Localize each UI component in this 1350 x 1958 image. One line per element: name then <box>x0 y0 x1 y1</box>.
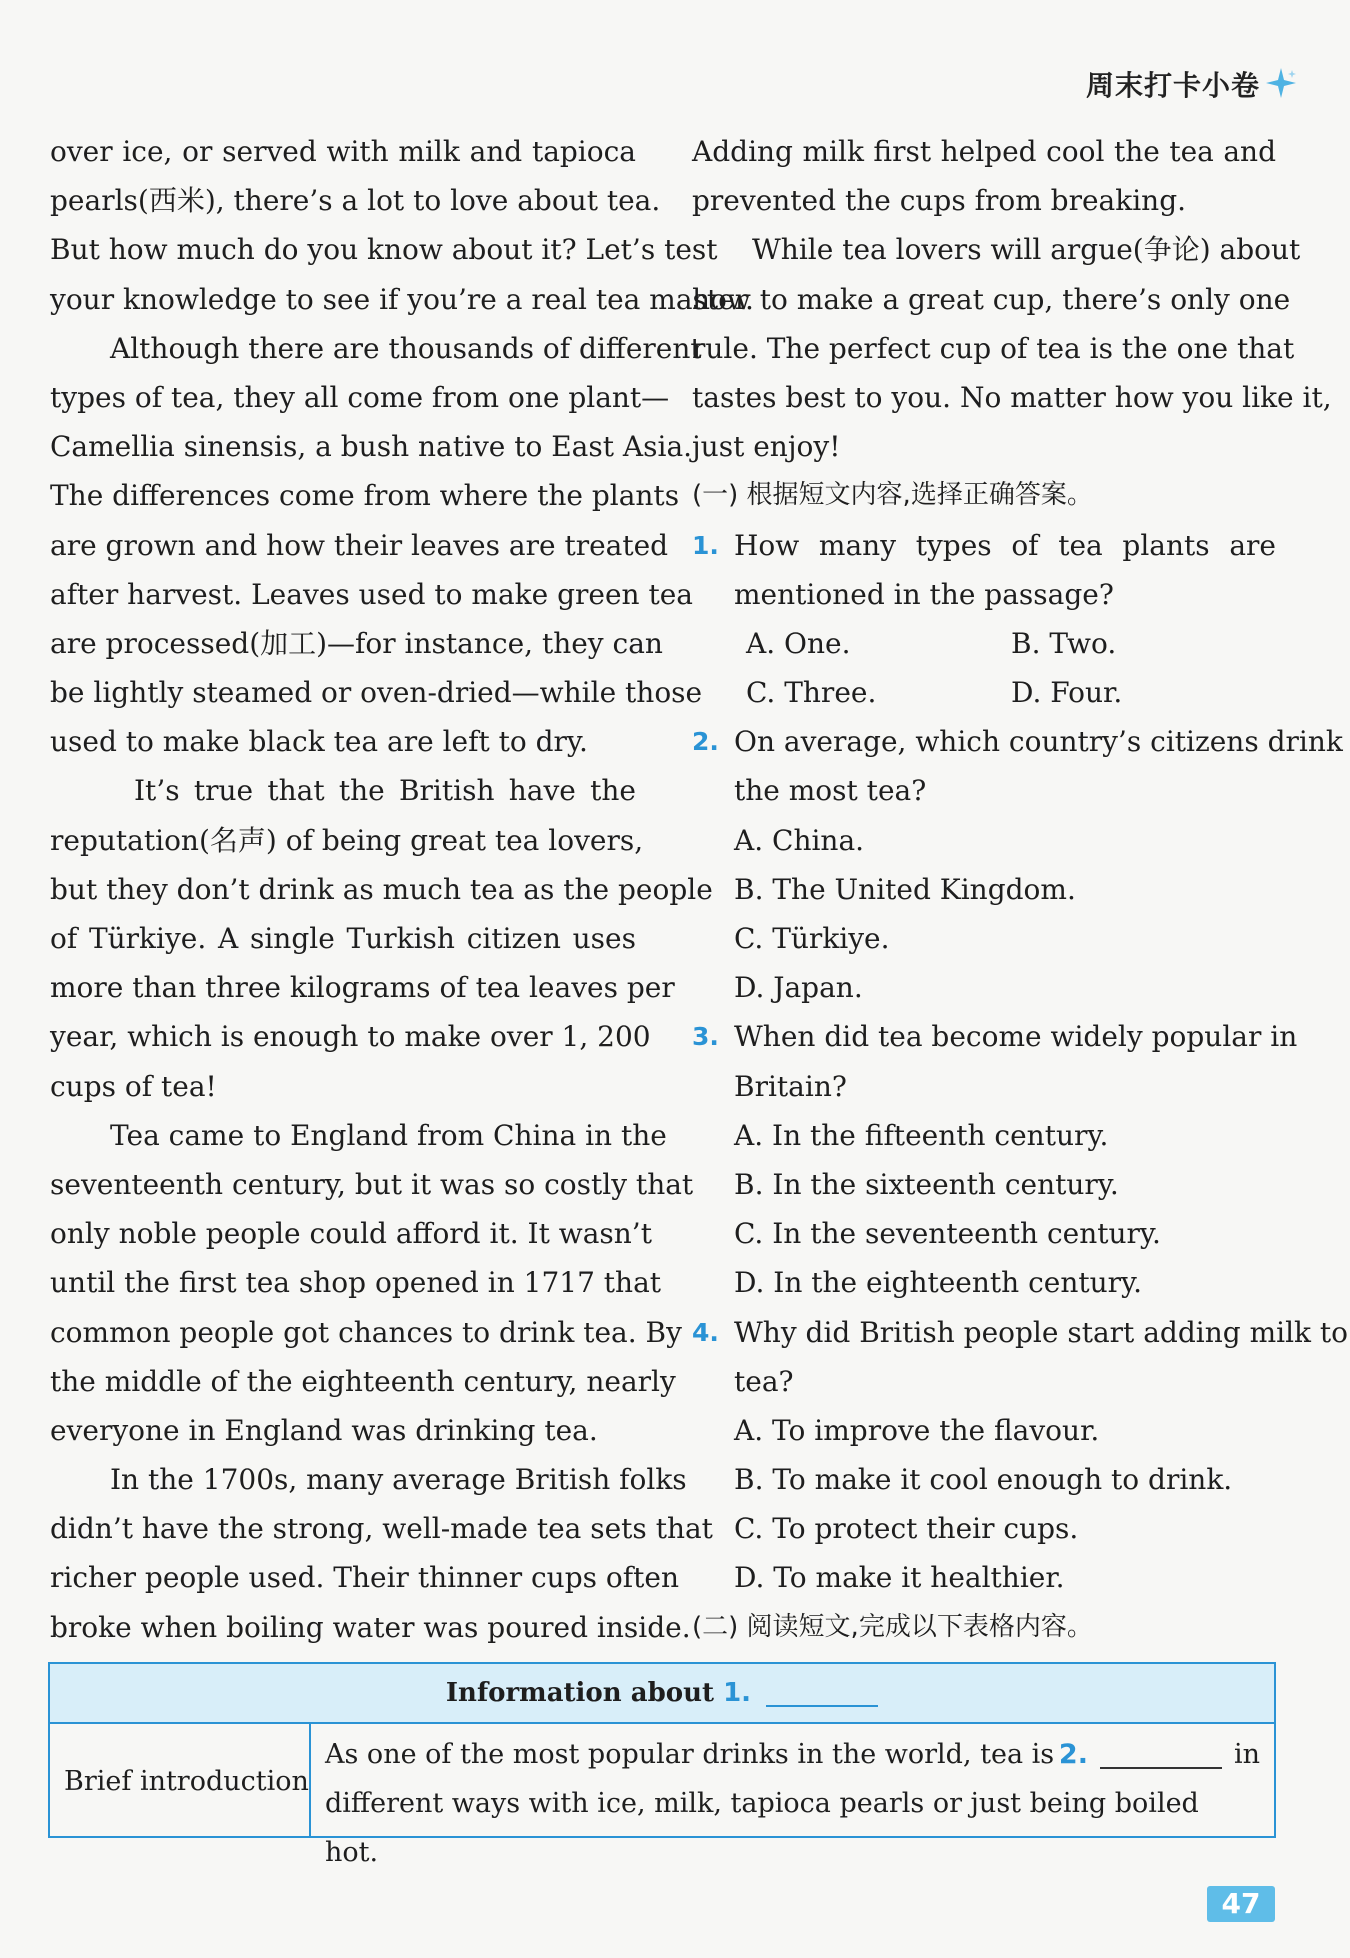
section-one-heading: (一) 根据短文内容,选择正确答案。 <box>692 480 1093 511</box>
table-header-text: Information about <box>445 1678 715 1708</box>
passage-continuation <box>692 127 1332 471</box>
answer-option[interactable]: A. To improve the flavour. <box>734 1413 1100 1447</box>
sparkle-star-icon <box>1264 66 1298 100</box>
question-item <box>692 1308 1349 1603</box>
passage-line: The differences come from where the plants <box>50 479 680 513</box>
answer-option[interactable]: D. In the eighteenth century. <box>734 1266 1143 1300</box>
passage-line: rule. The perfect cup of tea is the one that <box>692 331 1295 365</box>
page-header-title: 周末打卡小卷 <box>1085 69 1260 102</box>
answer-option[interactable]: B. To make it cool enough to drink. <box>734 1463 1233 1497</box>
passage-line: It’s true that the British have the <box>134 774 636 808</box>
passage-line: seventeenth century, but it was so costly that <box>50 1167 694 1201</box>
passage-line: used to make black tea are left to dry. <box>50 725 588 759</box>
passage-line: pearls(西米), there’s a lot to love about tea. <box>50 184 661 218</box>
passage-line: are grown and how their leaves are treated <box>50 528 669 562</box>
answer-blank-2[interactable] <box>1100 1737 1222 1769</box>
passage-line: everyone in England was drinking tea. <box>50 1413 598 1447</box>
answer-option[interactable]: D. Four. <box>1011 676 1123 710</box>
passage-line: While tea lovers will argue(争论) about <box>752 233 1301 267</box>
answer-option[interactable]: C. To protect their cups. <box>734 1512 1079 1546</box>
answer-option[interactable]: C. Three. <box>746 676 877 710</box>
row-text-b: in <box>1233 1739 1260 1770</box>
answer-option[interactable]: A. In the fifteenth century. <box>734 1118 1109 1152</box>
answer-option[interactable]: B. Two. <box>1011 626 1117 660</box>
passage-line: just enjoy! <box>692 430 841 464</box>
question-stem-line: When did tea become widely popular in <box>734 1020 1298 1054</box>
passage-line: more than three kilograms of tea leaves per <box>50 971 675 1005</box>
question-item <box>692 521 1276 718</box>
passage-line: broke when boiling water was poured inside. <box>50 1610 691 1644</box>
passage-line: how to make a great cup, there’s only one <box>692 282 1291 316</box>
passage-line: the middle of the eighteenth century, nearly <box>50 1364 676 1398</box>
passage-line: types of tea, they all come from one plant— <box>50 380 670 414</box>
question-item <box>692 1012 1298 1307</box>
passage-line: only noble people could afford it. It wasn’t <box>50 1217 652 1251</box>
blank-number-1: 1. <box>723 1678 752 1708</box>
passage-line: reputation(名声) of being great tea lovers, <box>50 823 644 857</box>
passage-right-column <box>692 127 1349 1652</box>
answer-option[interactable]: B. In the sixteenth century. <box>734 1167 1119 1201</box>
blank-number-2: 2. <box>1058 1739 1088 1770</box>
passage-line: year, which is enough to make over 1, 200 <box>50 1020 651 1054</box>
passage-line: common people got chances to drink tea. By <box>50 1315 682 1349</box>
passage-line: after harvest. Leaves used to make green tea <box>50 577 693 611</box>
passage-line: but they don’t drink as much tea as the people <box>50 872 713 906</box>
passage-line: Although there are thousands of different <box>110 331 702 365</box>
question-stem-line: Why did British people start adding milk to <box>734 1315 1349 1349</box>
passage-line: In the 1700s, many average British folks <box>110 1463 687 1497</box>
question-stem-line: the most tea? <box>734 774 927 808</box>
page-number-badge: 47 <box>1207 1886 1275 1922</box>
passage-line: prevented the cups from breaking. <box>692 184 1187 218</box>
info-table <box>48 1662 1276 1868</box>
passage-line: are processed(加工)—for instance, they can <box>50 626 663 660</box>
passage-line: But how much do you know about it? Let’s test <box>50 233 718 267</box>
passage-line: be lightly steamed or oven-dried—while those <box>50 676 703 710</box>
passage-line: cups of tea! <box>50 1069 217 1103</box>
section-two-heading: (二) 阅读短文,完成以下表格内容。 <box>692 1611 1093 1642</box>
question-stem-line: On average, which country’s citizens drink <box>734 725 1343 759</box>
question-item <box>692 717 1343 1012</box>
passage-line: of Türkiye. A single Turkish citizen uses <box>50 922 636 955</box>
question-stem-line: How many types of tea plants are <box>734 528 1276 562</box>
passage-left-column <box>50 127 754 1652</box>
answer-option[interactable]: C. Türkiye. <box>734 922 890 955</box>
answer-blank-1[interactable] <box>766 1675 878 1707</box>
passage-line: richer people used. Their thinner cups often <box>50 1561 679 1595</box>
question-list <box>692 521 1349 1603</box>
answer-option[interactable]: B. The United Kingdom. <box>734 872 1076 906</box>
row-content <box>311 1724 1274 1868</box>
table-header <box>50 1664 1274 1724</box>
answer-option[interactable]: D. Japan. <box>734 971 863 1005</box>
passage-line: your knowledge to see if you’re a real tea master. <box>50 282 754 316</box>
question-number: 1. <box>692 530 719 560</box>
question-stem-line: tea? <box>734 1364 794 1398</box>
question-stem-line: Britain? <box>734 1069 847 1103</box>
passage-line: Camellia sinensis, a bush native to East Asia. <box>50 430 693 464</box>
question-stem-line: mentioned in the passage? <box>734 577 1114 611</box>
table-row <box>50 1724 1274 1868</box>
question-number: 3. <box>692 1022 719 1052</box>
passage-line: didn’t have the strong, well-made tea sets that <box>50 1512 713 1546</box>
answer-option[interactable]: C. In the seventeenth century. <box>734 1217 1161 1251</box>
passage-line: Adding milk first helped cool the tea and <box>692 135 1276 168</box>
passage-line: until the first tea shop opened in 1717 that <box>50 1266 662 1300</box>
passage-line: over ice, or served with milk and tapioca <box>50 135 636 168</box>
question-number: 4. <box>692 1317 719 1347</box>
answer-option[interactable]: D. To make it healthier. <box>734 1561 1065 1595</box>
question-number: 2. <box>692 727 719 757</box>
answer-option[interactable]: A. One. <box>746 626 851 660</box>
passage-line: tastes best to you. No matter how you like it, <box>692 380 1332 414</box>
row-label: Brief introduction <box>50 1724 311 1838</box>
row-text-c: different ways with ice, milk, tapioca pearls or just being boiled hot. <box>325 1788 1199 1868</box>
passage-line: Tea came to England from China in the <box>110 1118 667 1152</box>
answer-option[interactable]: A. China. <box>734 823 865 857</box>
row-text-a: As one of the most popular drinks in the world, tea is <box>325 1739 1055 1770</box>
